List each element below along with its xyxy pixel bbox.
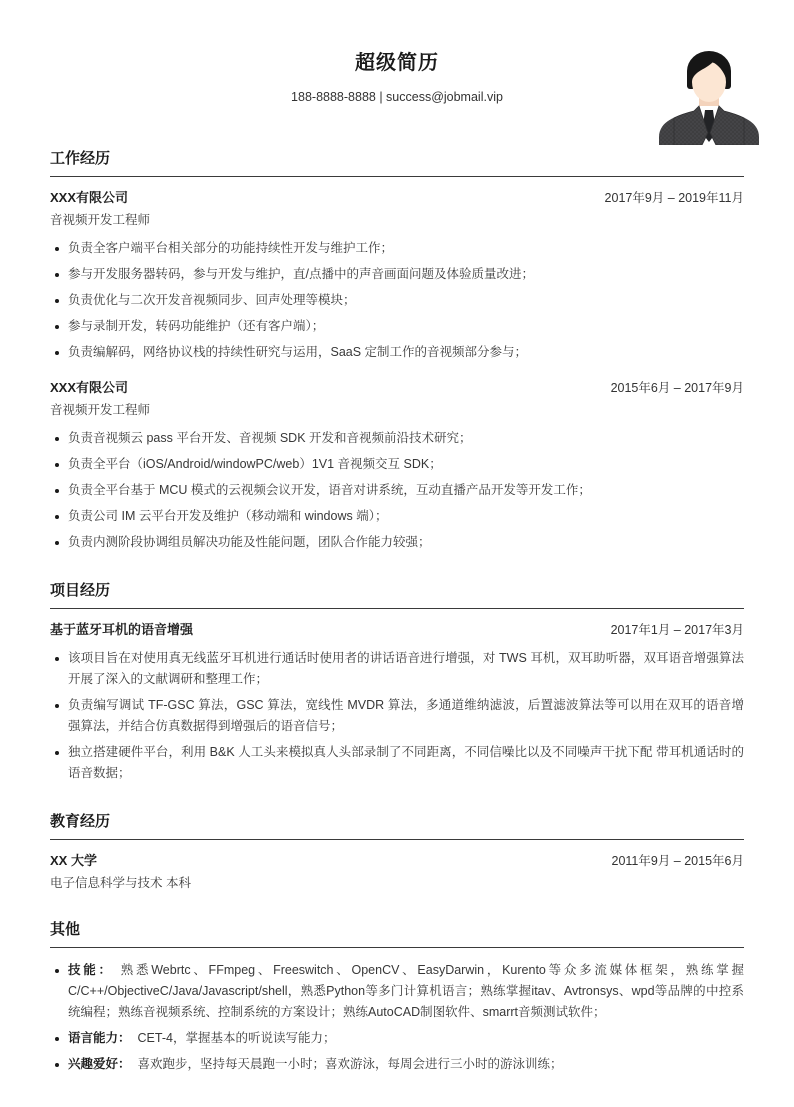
- skills-item: [50, 960, 744, 1023]
- education-entry-head: [50, 852, 744, 870]
- project-entry: [50, 621, 744, 784]
- contact-info: 188-8888-8888 | success@jobmail.vip: [291, 90, 503, 104]
- skills-text: 熟悉Webrtc、FFmpeg、Freeswitch、OpenCV、EasyDarwin，Kurento等众多流媒体框架，熟练掌握 C/C++/ObjectiveC/Java/Javascript/shell，熟悉Python等多门计算机语言；熟练掌握itav、Avtronsys、wpd等品牌的中控系统编程；熟练音视频系统、控制系统的方案设计；熟练AutoCAD制图软件、smarrt音频测试软件；: [68, 963, 744, 1019]
- school-name: XX 大学: [50, 853, 97, 868]
- section-title: 项目经历: [50, 581, 744, 609]
- language-item: [50, 1028, 744, 1049]
- project-date-range: 2017年1月 – 2017年3月: [610, 623, 744, 637]
- section-title: 教育经历: [50, 812, 744, 840]
- work-bullet: 负责全客户端平台相关部分的功能持续性开发与维护工作；: [50, 238, 744, 259]
- education-date-range: 2011年9月 – 2015年6月: [611, 854, 744, 868]
- page-title: 超级简历: [355, 52, 439, 74]
- work-bullet: 负责内测阶段协调组员解决功能及性能问题，团队合作能力较强；: [50, 532, 744, 553]
- work-entry-head: [50, 379, 744, 397]
- resume-header: [50, 50, 744, 105]
- work-bullet: 负责全平台（iOS/Android/windowPC/web）1V1 音视频交互 SDK；: [50, 454, 744, 475]
- section-education: [50, 812, 744, 892]
- project-name: 基于蓝牙耳机的语音增强: [50, 622, 194, 637]
- section-project-experience: [50, 581, 744, 784]
- work-bullet: 负责音视频云 pass 平台开发、音视频 SDK 开发和音视频前沿技术研究；: [50, 428, 744, 449]
- project-bullet: 独立搭建硬件平台，利用 B&K 人工头来模拟真人头部录制了不同距离，不同信噪比以及不同噪声干扰下配 带耳机通话时的语音数据；: [50, 742, 744, 784]
- project-bullet: 负责编写调试 TF-GSC 算法，GSC 算法，宽线性 MVDR 算法，多通道维纳滤波，后置滤波算法等可以用在双耳的语音增强算法，并结合仿真数据得到增强后的语音信号；: [50, 695, 744, 737]
- job-title: 音视频开发工程师: [50, 403, 151, 417]
- company-name: XXX有限公司: [50, 380, 129, 395]
- hobby-label: 兴趣爱好：: [68, 1057, 131, 1071]
- work-entry: [50, 379, 744, 553]
- project-bullet-list: [50, 648, 744, 784]
- section-work-experience: [50, 149, 744, 553]
- work-date-range: 2017年9月 – 2019年11月: [604, 191, 744, 205]
- skills-label: 技能：: [68, 963, 114, 977]
- language-text: CET-4，掌握基本的听说读写能力；: [137, 1031, 336, 1045]
- work-bullet: 负责全平台基于 MCU 模式的云视频会议开发，语音对讲系统，互动直播产品开发等开发工作；: [50, 480, 744, 501]
- work-bullet: 负责公司 IM 云平台开发及维护（移动端和 windows 端）；: [50, 506, 744, 527]
- work-bullet-list: [50, 428, 744, 553]
- work-bullet: 参与开发服务器转码，参与开发与维护，直/点播中的声音画面问题及体验质量改进；: [50, 264, 744, 285]
- work-bullet: 参与录制开发，转码功能维护（还有客户端）；: [50, 316, 744, 337]
- degree: 电子信息科学与技术 本科: [50, 876, 191, 890]
- education-entry: [50, 852, 744, 892]
- work-entry-head: [50, 189, 744, 207]
- work-date-range: 2015年6月 – 2017年9月: [610, 381, 744, 395]
- profile-photo: [656, 45, 762, 145]
- project-bullet: 该项目旨在对使用真无线蓝牙耳机进行通话时使用者的讲话语音进行增强，对 TWS 耳机，双耳助听器，双耳语音增强算法开展了深入的文献调研和整理工作；: [50, 648, 744, 690]
- language-label: 语言能力：: [68, 1031, 131, 1045]
- section-title: 其他: [50, 920, 744, 948]
- work-bullet: 负责编解码，网络协议栈的持续性研究与运用，SaaS 定制工作的音视频部分参与；: [50, 342, 744, 363]
- work-bullet-list: [50, 238, 744, 363]
- section-title: 工作经历: [50, 149, 744, 177]
- project-entry-head: [50, 621, 744, 639]
- company-name: XXX有限公司: [50, 190, 129, 205]
- male-avatar-icon: [656, 132, 762, 145]
- hobby-text: 喜欢跑步，坚持每天晨跑一小时；喜欢游泳，每周会进行三小时的游泳训练；: [137, 1057, 563, 1071]
- work-bullet: 负责优化与二次开发音视频同步、回声处理等模块；: [50, 290, 744, 311]
- section-other: [50, 920, 744, 1075]
- other-bullet-list: [50, 960, 744, 1075]
- work-entry: [50, 189, 744, 363]
- job-title: 音视频开发工程师: [50, 213, 151, 227]
- hobby-item: [50, 1054, 744, 1075]
